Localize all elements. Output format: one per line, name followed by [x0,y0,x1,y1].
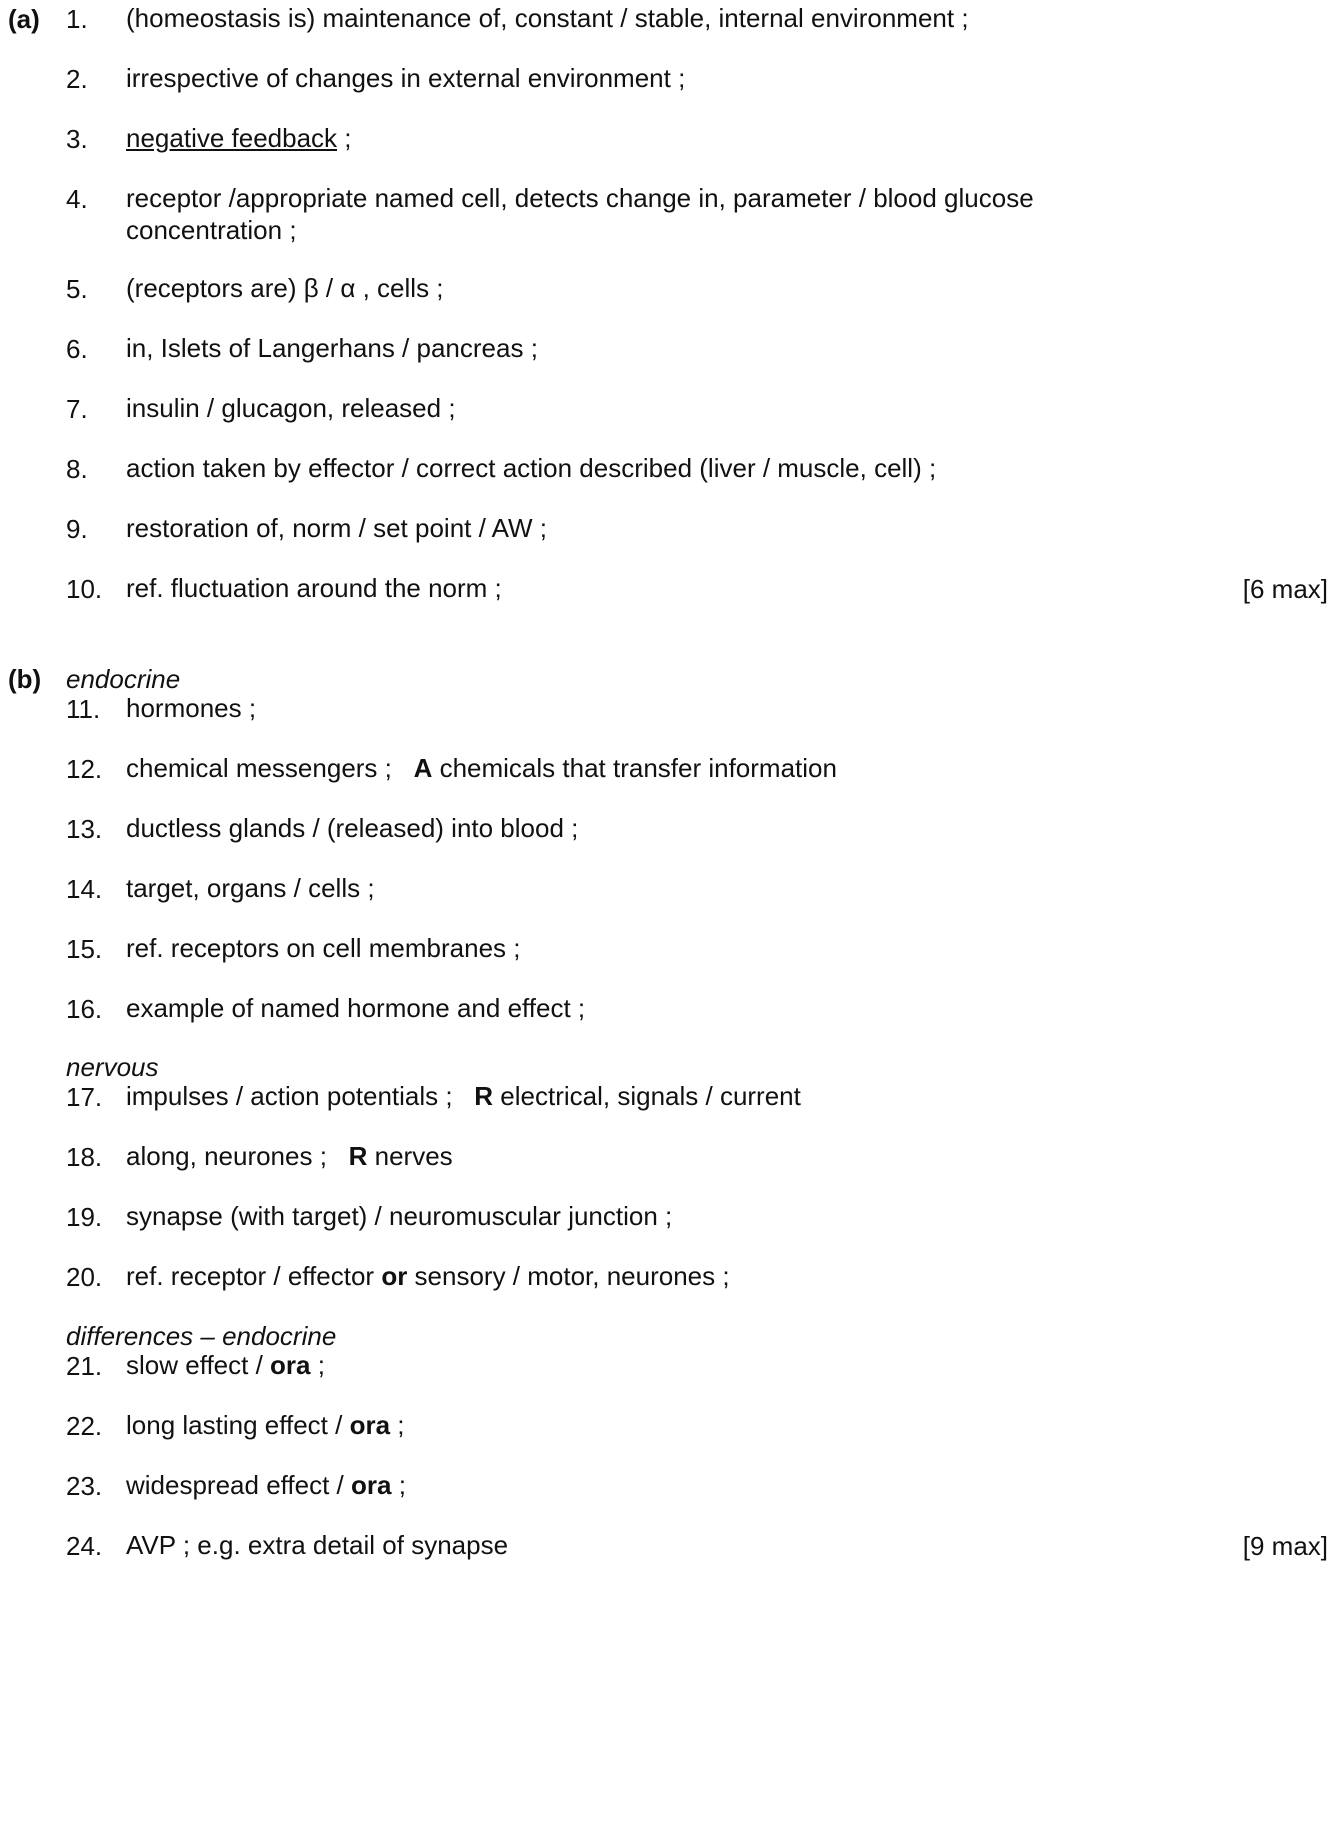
item-text: insulin / glucagon, released ; [126,393,456,423]
item-number: 9. [66,514,88,544]
marks-label: [6 max] [1242,574,1328,604]
bold-term: ora [351,1470,392,1500]
item-text-after: ; [390,1410,405,1440]
item-number: 19. [66,1202,103,1232]
subheading-differences: differences – endocrine [66,1321,337,1351]
bold-term: ora [270,1350,311,1380]
item-text-before: widespread effect / [126,1470,351,1500]
subheading-endocrine: endocrine [66,664,181,694]
item-text: synapse (with target) / neuromuscular junction ; [126,1201,673,1231]
item-text [126,1408,404,1443]
item-text-before: ref. receptor / effector [126,1261,382,1291]
item-number: 23. [66,1471,103,1501]
item-number: 18. [66,1142,103,1172]
item-text [126,1139,453,1174]
item-number: 13. [66,814,103,844]
item-number: 10. [66,574,103,604]
marks-label: [9 max] [1242,1531,1328,1561]
item-number: 1. [66,4,88,34]
item-text [126,1468,406,1503]
item-text: hormones ; [126,693,257,723]
item-text: (receptors are) β / α , cells ; [126,273,444,303]
item-number: 6. [66,334,88,364]
item-number: 16. [66,994,103,1024]
item-text: AVP ; e.g. extra detail of synapse [126,1530,509,1560]
item-text [126,1079,801,1114]
item-text-after: chemicals that transfer information [432,753,837,783]
bold-term: R [348,1141,368,1171]
item-number: 21. [66,1351,103,1381]
item-number: 8. [66,454,88,484]
item-text [126,1259,730,1294]
item-text: action taken by effector / correct action described (liver / muscle, cell) ; [126,453,937,483]
item-text: target, organs / cells ; [126,873,375,903]
item-text-after: nerves [367,1141,453,1171]
item-number: 17. [66,1082,103,1112]
item-number: 3. [66,124,88,154]
item-text-before: slow effect / [126,1350,271,1380]
item-number: 24. [66,1531,103,1561]
item-text-line1: receptor /appropriate named cell, detects change in, parameter / blood glucose [126,183,1034,213]
item-text-after: ; [310,1350,325,1380]
item-text: restoration of, norm / set point / AW ; [126,513,547,543]
item-text-line2: concentration ; [126,215,297,245]
item-number: 4. [66,184,88,214]
item-text: ref. receptors on cell membranes ; [126,933,521,963]
item-text [126,751,837,786]
item-number: 12. [66,754,103,784]
item-text-after: ; [391,1470,406,1500]
item-text [126,1348,325,1383]
item-number: 5. [66,274,88,304]
item-number: 15. [66,934,103,964]
item-text-after: electrical, signals / current [493,1081,801,1111]
item-text-before: chemical messengers ; [126,753,414,783]
bold-term: R [474,1081,494,1111]
item-number: 14. [66,874,103,904]
item-text: ref. fluctuation around the norm ; [126,573,502,603]
part-b-label: (b) [8,664,42,694]
item-number: 11. [66,694,101,724]
bold-term: A [413,753,433,783]
item-text-before: long lasting effect / [126,1410,350,1440]
item-number: 2. [66,64,88,94]
item-text: example of named hormone and effect ; [126,993,586,1023]
part-a-label: (a) [8,4,40,34]
item-number: 7. [66,394,88,424]
item-text: irrespective of changes in external environment ; [126,63,686,93]
item-text-after: ; [337,123,352,153]
bold-term: or [381,1261,408,1291]
item-text-before: impulses / action potentials ; [126,1081,475,1111]
item-number: 20. [66,1262,103,1292]
item-text: (homeostasis is) maintenance of, constant / stable, internal environment ; [126,3,969,33]
item-number: 22. [66,1411,103,1441]
item-text-after: sensory / motor, neurones ; [407,1261,730,1291]
underlined-term: negative feedback [126,123,338,153]
item-text-before: along, neurones ; [126,1141,349,1171]
bold-term: ora [349,1410,391,1440]
item-text: ductless glands / (released) into blood ; [126,813,579,843]
item-text: in, Islets of Langerhans / pancreas ; [126,333,538,363]
subheading-nervous: nervous [66,1052,159,1082]
item-text [126,121,352,156]
